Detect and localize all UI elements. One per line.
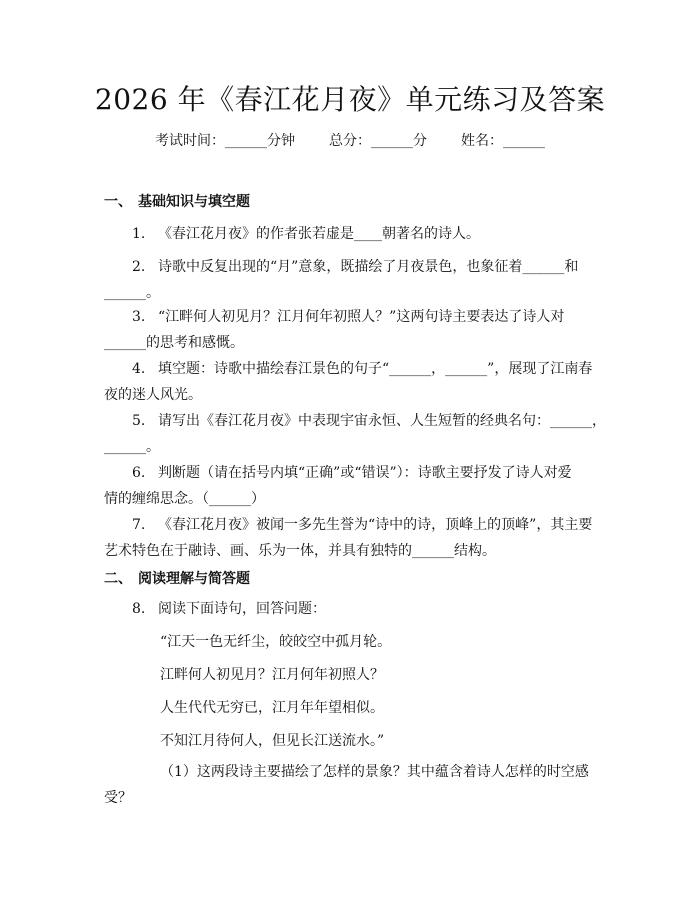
poem-line: “江天一色无纤尘，皎皎空中孤月轮。 xyxy=(160,634,392,650)
section-heading-2 xyxy=(104,569,250,589)
question-text-continued: 情的缠绵思念。（______） xyxy=(104,491,265,507)
section-title: 阅读理解与简答题 xyxy=(138,571,250,587)
question-1 xyxy=(104,221,599,247)
question-number: 2. xyxy=(132,259,146,275)
question-text: 填空题：诗歌中描绘春江景色的句子“______，______”，展现了江南春 xyxy=(158,361,593,377)
question-text: 请写出《春江花月夜》中表现宇宙永恒、人生短暂的经典名句：______， xyxy=(158,413,606,429)
question-text-continued: ______。 xyxy=(104,439,160,455)
question-text: 判断题（请在括号内填“正确”或“错误”）：诗歌主要抒发了诗人对爱 xyxy=(158,465,572,481)
question-5 xyxy=(104,408,606,460)
question-text: “江畔何人初见月？江月何年初照人？”这两句诗主要表达了诗人对 xyxy=(158,309,565,325)
question-number: 6. xyxy=(132,465,146,481)
section-heading-1 xyxy=(104,192,250,212)
question-8 xyxy=(104,596,599,622)
question-text: 《春江花月夜》的作者张若虚是____朝著名的诗人。 xyxy=(158,226,480,242)
page-title: 2026 年《春江花月夜》单元练习及答案 xyxy=(94,83,606,116)
student-name-field: 姓名：______ xyxy=(461,133,545,149)
section-title: 基础知识与填空题 xyxy=(138,194,250,210)
question-text: 诗歌中反复出现的“月”意象，既描绘了月夜景色，也象征着______和 xyxy=(158,259,579,275)
question-text: 《春江花月夜》被闻一多先生誉为“诗中的诗，顶峰上的顶峰”，其主要 xyxy=(158,517,593,533)
section-number: 二、 xyxy=(104,571,132,587)
total-score-field: 总分：______分 xyxy=(329,133,427,149)
question-3 xyxy=(104,304,599,356)
exam-info-line xyxy=(0,131,700,151)
poem-line: 人生代代无穷已，江月年年望相似。 xyxy=(160,700,384,716)
poem-line: 江畔何人初见月？江月何年初照人？ xyxy=(160,667,384,683)
section-number: 一、 xyxy=(104,194,132,210)
subquestion-1 xyxy=(104,759,599,811)
question-text-continued: ______。 xyxy=(104,285,160,301)
question-2 xyxy=(104,254,599,306)
question-number: 4. xyxy=(132,361,146,377)
poem-line: 不知江月待何人，但见长江送流水。” xyxy=(160,733,385,749)
subquestion-text: （1）这两段诗主要描绘了怎样的景象？其中蕴含着诗人怎样的时空感 xyxy=(160,764,589,780)
question-number: 1. xyxy=(132,226,146,242)
question-text-continued: ______的思考和感慨。 xyxy=(104,335,244,351)
question-6 xyxy=(104,460,599,512)
question-number: 7. xyxy=(132,517,146,533)
question-4 xyxy=(104,356,599,408)
question-number: 8. xyxy=(132,601,146,617)
question-text-continued: 夜的迷人风光。 xyxy=(104,387,202,403)
question-number: 5. xyxy=(132,413,146,429)
question-text: 阅读下面诗句，回答问题： xyxy=(158,601,326,617)
question-text-continued: 艺术特色在于融诗、画、乐为一体，并具有独特的______结构。 xyxy=(104,543,496,559)
question-7 xyxy=(104,512,599,564)
question-number: 3. xyxy=(132,309,146,325)
subquestion-text-continued: 受？ xyxy=(104,790,132,806)
exam-time-field: 考试时间：______分钟 xyxy=(155,133,295,149)
